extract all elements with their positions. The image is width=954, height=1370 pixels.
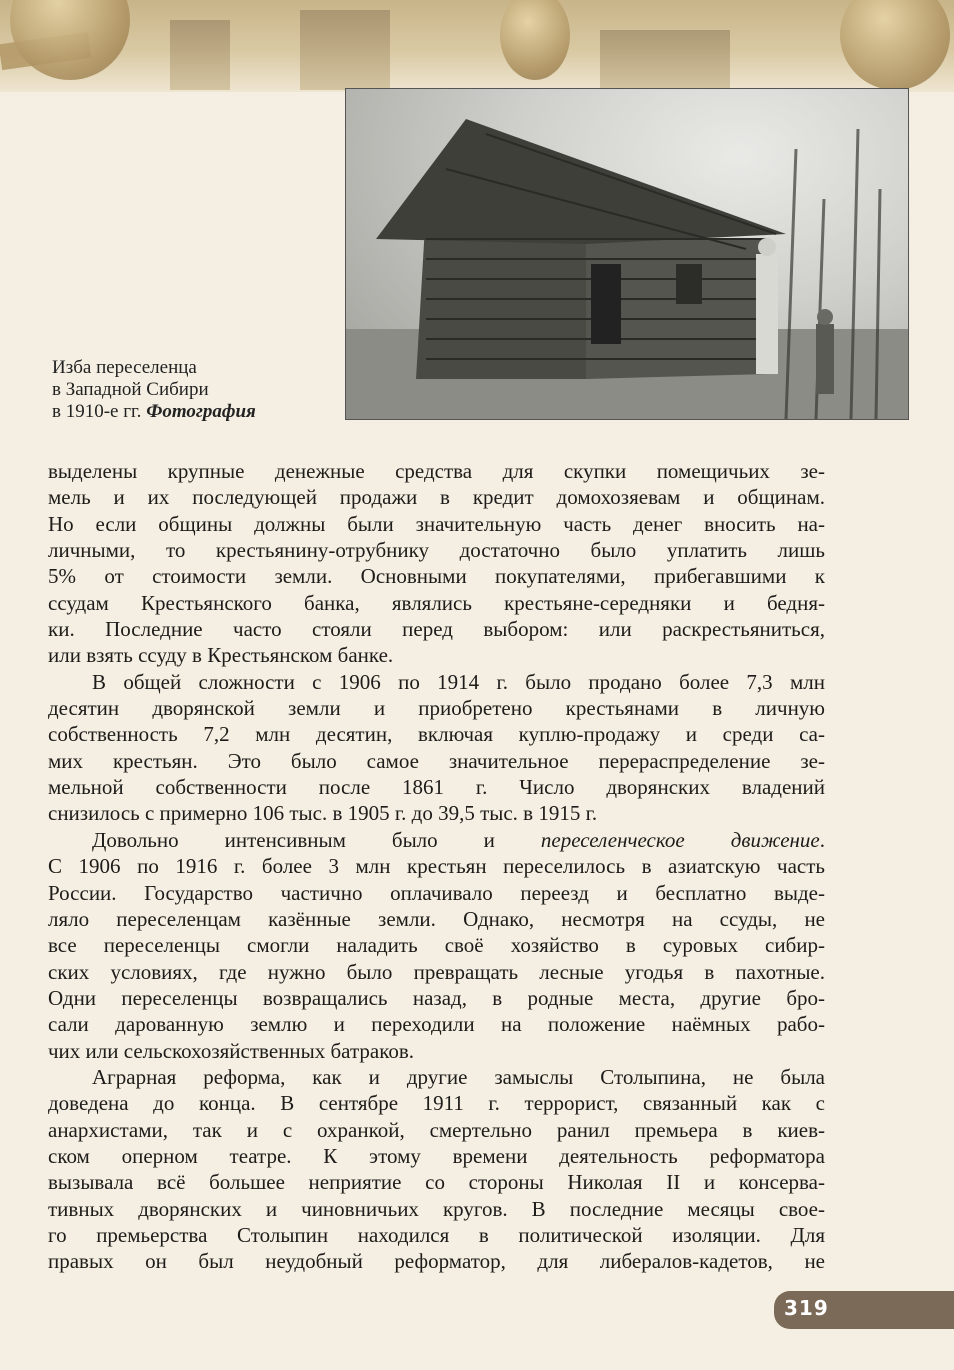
text-line: мель и их последующей продажи в кредит домохозяевам и общинам. (48, 485, 825, 510)
caption-line (52, 401, 332, 423)
text-line: мих крестьян. Это было самое значительное перераспределение зе- (48, 748, 825, 773)
key-term: переселенческое движение (540, 827, 820, 852)
text-line: мельной собственности после 1861 г. Число дворянских владений (48, 775, 825, 800)
header-collage-figure (170, 20, 230, 90)
text-line: собственность 7,2 млн десятин, включая куплю-продажу и среди са- (48, 722, 825, 747)
text-line: России. Государство частично оплачивало переезд и бесплатно выде- (48, 880, 825, 905)
text-line: го премьерства Столыпин находился в политической изоляции. Для (48, 1222, 825, 1247)
text-line: вызывала всё большее неприятие со стороны Николая II и консерва- (48, 1170, 825, 1195)
paragraph-3 (48, 827, 825, 1064)
header-collage-figure (300, 10, 390, 90)
text-fragment: Довольно интенсивным было и (92, 827, 495, 852)
caption-line: Изба переселенца (52, 357, 197, 378)
text-line: чих или сельскохозяйственных батраков. (48, 1038, 415, 1063)
text-line: правых он был неудобный реформатор, для либералов-кадетов, не (48, 1249, 825, 1274)
text-line: Но если общины должны были значительную часть денег вносить на- (48, 511, 825, 536)
text-line: доведена до конца. В сентябре 1911 г. террорист, связанный как с (48, 1091, 825, 1116)
text-line: личными, то крестьянину-отрубнику достаточно было уплатить лишь (48, 538, 825, 563)
text-line: ском оперном театре. К этому времени деятельность реформатора (48, 1143, 825, 1168)
text-line: Одни переселенцы возвращались назад, в родные места, другие бро- (48, 985, 825, 1010)
header-portrait-medallion (840, 0, 950, 90)
text-fragment: . (819, 827, 826, 852)
text-line: или взять ссуду в Крестьянском банке. (48, 643, 394, 668)
text-line: снизилось с примерно 106 тыс. в 1905 г. до 39,5 тыс. в 1915 г. (48, 801, 598, 826)
hut-photograph-drawing (346, 89, 908, 419)
text-line: десятин дворянской земли и приобретено крестьянами в личную (48, 696, 825, 721)
header-portrait-medallion (10, 0, 130, 80)
text-line: ссудам Крестьянского банка, являлись крестьяне-середняки и бедня- (48, 590, 825, 615)
text-line: С 1906 по 1916 г. более 3 млн крестьян переселилось в азиатскую часть (48, 854, 825, 879)
text-line: все переселенцы смогли наладить своё хозяйство в суровых сибир- (48, 933, 825, 958)
paragraph-2 (48, 669, 825, 827)
text-line: анархистами, так и с охранкой, смертельно ранил премьера в киев- (48, 1117, 825, 1142)
paragraph-4 (48, 1064, 825, 1275)
text-line: выделены крупные денежные средства для скупки помещичьих зе- (48, 459, 825, 483)
text-line: Аграрная реформа, как и другие замыслы Столыпина, не была (92, 1064, 825, 1089)
body-text (48, 458, 825, 1275)
text-line: В общей сложности с 1906 по 1914 г. было продано более 7,3 млн (92, 669, 825, 694)
caption-label: Фотография (146, 401, 256, 422)
text-line: ских условиях, где нужно было превращать лесные угодья в пахотные. (48, 959, 825, 984)
text-line: ки. Последние часто стояли перед выбором: или раскрестьяниться, (48, 617, 825, 642)
paragraph-1 (48, 458, 825, 669)
text-line: сали дарованную землю и переходили на положение наёмных рабо- (48, 1012, 825, 1037)
hut-photograph (345, 88, 909, 420)
decorative-header-band (0, 0, 954, 92)
text-line: тивных дворянских и чиновничьих кругов. В последние месяцы свое- (48, 1196, 825, 1221)
text-line: 5% от стоимости земли. Основными покупателями, прибегавшими к (48, 564, 825, 589)
photo-caption (52, 357, 332, 423)
header-portrait-medallion (500, 0, 570, 80)
page-number: 319 (784, 1296, 829, 1320)
caption-date: в 1910-е гг. (52, 401, 142, 422)
text-line (48, 827, 825, 853)
header-collage-figure (600, 30, 730, 90)
text-line: ляло переселенцам казённые земли. Однако, несмотря на ссуды, не (48, 906, 825, 931)
caption-line: в Западной Сибири (52, 379, 209, 400)
